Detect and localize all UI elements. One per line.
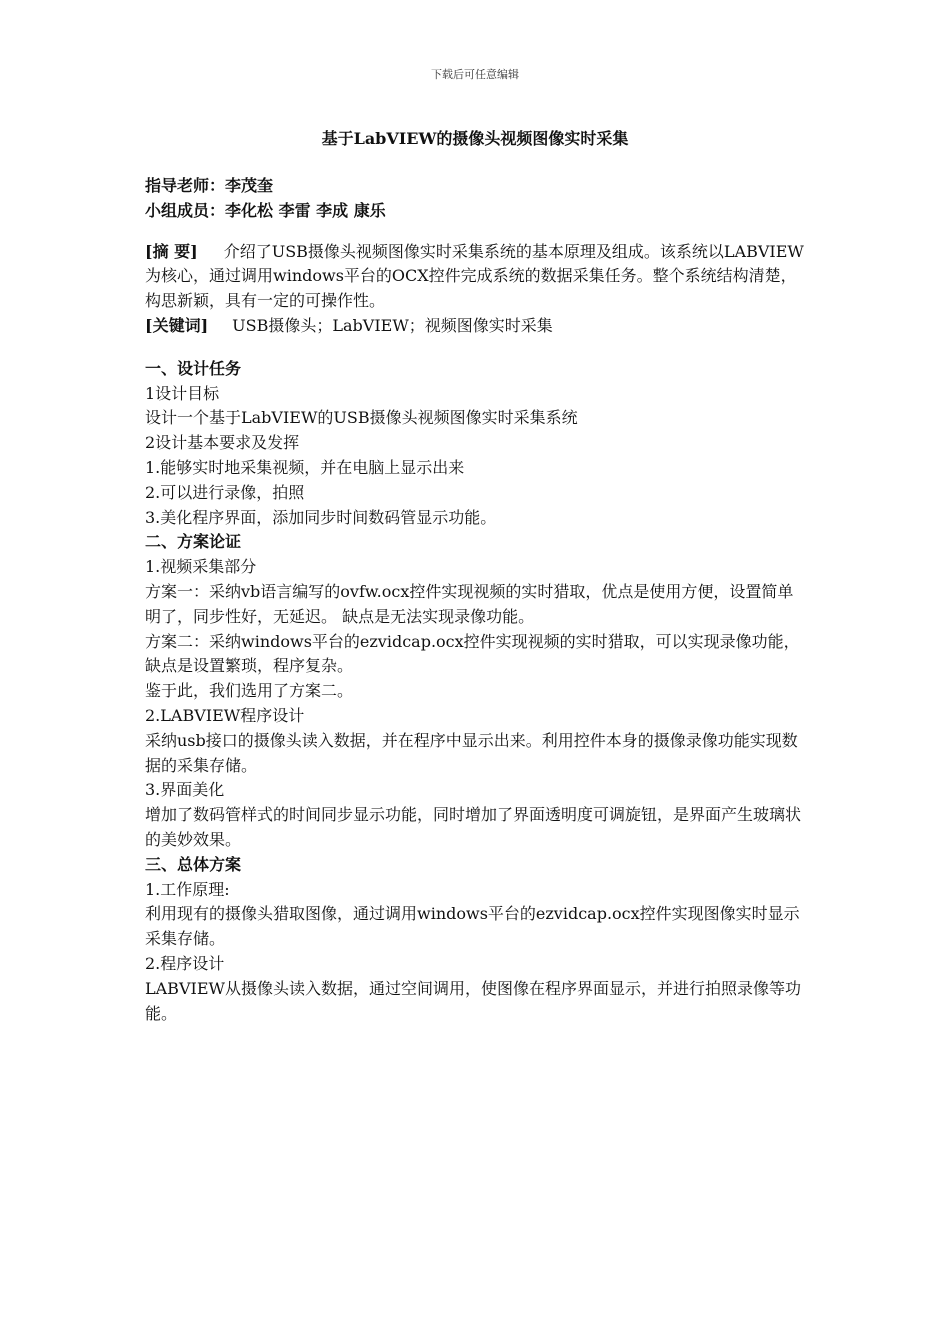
- paragraph: 利用现有的摄像头猎取图像，通过调用windows平台的ezvidcap.ocx控件实现图像实时显示采集存储。: [145, 904, 800, 949]
- document-title: 基于LabVIEW的摄像头视频图像实时采集: [321, 129, 629, 148]
- paragraph: 采纳usb接口的摄像头读入数据，并在程序中显示出来。利用控件本身的摄像录像功能实现数据的采集存储。: [145, 730, 798, 775]
- text-line: 2设计基本要求及发挥: [145, 433, 300, 453]
- section-heading: 三、总体方案: [145, 854, 242, 874]
- text-line: 1.工作原理:: [145, 879, 230, 899]
- abstract-paragraph: [145, 240, 805, 314]
- keywords-paragraph: [145, 314, 805, 339]
- paragraph: 增加了数码管样式的时间同步显示功能，同时增加了界面透明度可调旋钮，是界面产生玻璃状的美妙效果。: [145, 805, 802, 849]
- text-line: 设计一个基于LabVIEW的USB摄像头视频图像实时采集系统: [145, 408, 578, 428]
- text-line: 鉴于此，我们选用了方案二。: [145, 681, 354, 701]
- text-line: 3.界面美化: [145, 780, 225, 800]
- keywords-text: USB摄像头；LabVIEW；视频图像实时采集: [232, 315, 553, 335]
- paragraph: 方案二：采纳windows平台的ezvidcap.ocx控件实现视频的实时猎取，可以实现录像功能，缺点是设置繁琐，程序复杂。: [145, 631, 800, 676]
- members-line: 小组成员：李化松 李雷 李成 康乐: [145, 200, 386, 220]
- abstract-label: [摘 要]: [145, 241, 198, 261]
- section-heading: 一、设计任务: [145, 358, 242, 378]
- paragraph: LABVIEW从摄像头读入数据，通过空间调用，使图像在程序界面显示，并进行拍照录像等功能。: [145, 978, 801, 1023]
- document-body: [145, 174, 805, 1026]
- text-line: 1.能够实时地采集视频，并在电脑上显示出来: [145, 457, 465, 477]
- text-line: 1设计目标: [145, 383, 220, 403]
- keywords-label: [关键词]: [145, 315, 209, 335]
- abstract-text: 介绍了USB摄像头视频图像实时采集系统的基本原理及组成。该系统以LABVIEW为核心，通过调用windows平台的OCX控件完成系统的数据采集任务。整个系统结构清楚，构思新颖，具有一定的可操作性。: [145, 241, 804, 311]
- header-note: 下载后可任意编辑: [431, 68, 519, 81]
- section-heading: 二、方案论证: [145, 532, 242, 552]
- text-line: 3.美化程序界面，添加同步时间数码管显示功能。: [145, 507, 497, 527]
- text-line: 1.视频采集部分: [145, 557, 257, 577]
- text-line: 2.LABVIEW程序设计: [145, 705, 305, 725]
- text-line: 2.可以进行录像，拍照: [145, 482, 305, 502]
- advisor-line: 指导老师：李茂奎: [145, 176, 274, 195]
- text-line: 2.程序设计: [145, 953, 225, 973]
- paragraph: 方案一：采纳vb语言编写的ovfw.ocx控件实现视频的实时猎取，优点是使用方便，设置简单明了，同步性好，无延迟。 缺点是无法实现录像功能。: [145, 581, 794, 626]
